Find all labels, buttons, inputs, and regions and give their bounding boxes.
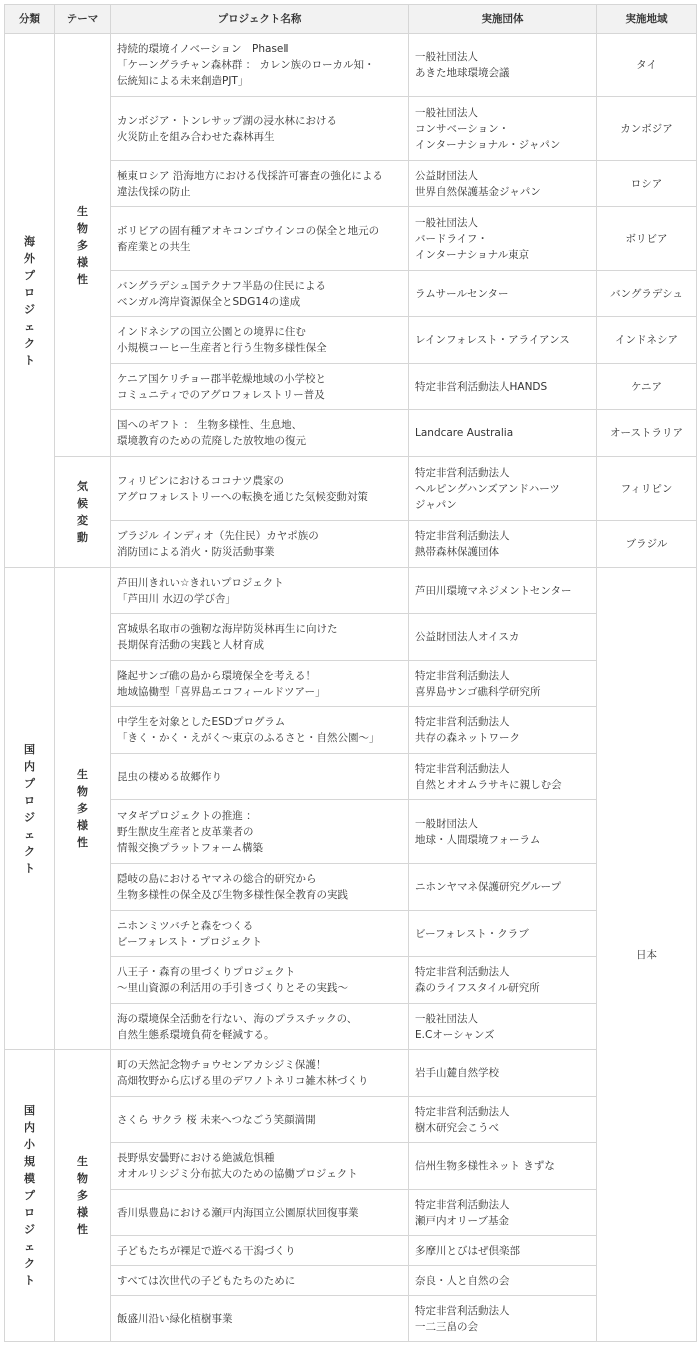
org-name: 信州生物多様性ネット きずな — [409, 1143, 597, 1190]
org-name: 特定非営利活動法人 樹木研究会こうべ — [409, 1097, 597, 1143]
region: ボリビア — [597, 207, 697, 271]
region: フィリピン — [597, 457, 697, 521]
table-row — [5, 457, 697, 521]
project-name: 中学生を対象としたESDプログラム 「きく・かく・えがく～東京のふるさと・自然公園～」 — [111, 707, 409, 754]
project-name: 昆虫の棲める故郷作り — [111, 754, 409, 800]
project-name: マタギプロジェクトの推進 ： 野生獣皮生産者と皮革業者の 情報交換プラットフォーム構築 — [111, 800, 409, 864]
org-name: 多摩川とびはぜ倶楽部 — [409, 1236, 597, 1266]
project-table — [4, 4, 697, 1342]
org-name: 公益財団法人 世界自然保護基金ジャパン — [409, 161, 597, 207]
project-name: インドネシアの国立公園との境界に住む 小規模コーヒー生産者と行う生物多様性保全 — [111, 317, 409, 364]
org-name: 岩手山麓自然学校 — [409, 1050, 597, 1097]
region: ロシア — [597, 161, 697, 207]
region: オーストラリア — [597, 410, 697, 457]
project-name: ブラジル インディオ（先住民）カヤポ族の 消防団による消火・防災活動事業 — [111, 521, 409, 568]
region: バングラデシュ — [597, 271, 697, 317]
project-name: 香川県豊島における瀬戸内海国立公園原状回復事業 — [111, 1190, 409, 1236]
table-row — [5, 34, 697, 97]
org-name: ラムサールセンター — [409, 271, 597, 317]
project-name: ニホンミツバチと森をつくる ビーフォレスト・プロジェクト — [111, 911, 409, 957]
header-org: 実施団体 — [409, 5, 597, 34]
project-name: 飯盛川沿い緑化植樹事業 — [111, 1296, 409, 1342]
org-name: 特定非営利活動法人 瀬戸内オリーブ基金 — [409, 1190, 597, 1236]
org-name: 特定非営利活動法人 森のライフスタイル研究所 — [409, 957, 597, 1004]
org-name: 特定非営利活動法人 ヘルピングハンズアンドハーツ ジャパン — [409, 457, 597, 521]
region: インドネシア — [597, 317, 697, 364]
category-domestic: 国内プロジェクト — [5, 568, 55, 1050]
theme-biodiversity: 生物多様性 — [55, 34, 111, 457]
project-name: 隠岐の島におけるヤマネの総合的研究から 生物多様性の保全及び生物多様性保全教育の実践 — [111, 864, 409, 911]
org-name: Landcare Australia — [409, 410, 597, 457]
project-name: 隆起サンゴ礁の島から環境保全を考える！ 地域協働型「喜界島エコフィールドツアー」 — [111, 661, 409, 707]
org-name: 特定非営利活動法人 熱帯森林保護団体 — [409, 521, 597, 568]
project-name: 宮城県名取市の強靭な海岸防災林再生に向けた 長期保育活動の実践と人材育成 — [111, 614, 409, 661]
org-name: 一般社団法人 あきた地球環境会議 — [409, 34, 597, 97]
org-name: 一般社団法人 コンサベーション・ インターナショナル・ジャパン — [409, 97, 597, 161]
project-name: ケニア国ケリチョー郡半乾燥地域の小学校と コミュニティでのアグロフォレストリー普及 — [111, 364, 409, 410]
project-name: 国へのギフト ： 生物多様性、生息地、 環境教育のための荒廃した放牧地の復元 — [111, 410, 409, 457]
org-name: 一般社団法人 E.Cオーシャンズ — [409, 1004, 597, 1050]
org-name: 特定非営利活動法人 共存の森ネットワーク — [409, 707, 597, 754]
category-domestic-small: 国内小規模プロジェクト — [5, 1050, 55, 1342]
region: カンボジア — [597, 97, 697, 161]
header-theme: テーマ — [55, 5, 111, 34]
project-name: バングラデシュ国テクナフ半島の住民による ベンガル湾岸資源保全とSDG14の達成 — [111, 271, 409, 317]
project-name: 町の天然記念物チョウセンアカシジミ保護！ 高畑牧野から広げる里のデワノトネリコ雑木林づくり — [111, 1050, 409, 1097]
org-name: ニホンヤマネ保護研究グループ — [409, 864, 597, 911]
project-name: 子どもたちが裸足で遊べる干潟づくり — [111, 1236, 409, 1266]
header-region: 実施地域 — [597, 5, 697, 34]
project-name: 八王子・森育の里づくりプロジェクト ～里山資源の利活用の手引きづくりとその実践～ — [111, 957, 409, 1004]
project-name: 芦田川きれい☆きれいプロジェクト 「芦田川 水辺の学び舎」 — [111, 568, 409, 614]
category-overseas: 海外プロジェクト — [5, 34, 55, 568]
region-japan: 日本 — [597, 568, 697, 1342]
region: ケニア — [597, 364, 697, 410]
project-name: 長野県安曇野における絶滅危惧種 オオルリシジミ分布拡大のための協働プロジェクト — [111, 1143, 409, 1190]
org-name: 特定非営利活動法人 自然とオオムラサキに親しむ会 — [409, 754, 597, 800]
org-name: ビーフォレスト・クラブ — [409, 911, 597, 957]
region: タイ — [597, 34, 697, 97]
table-row — [5, 568, 697, 614]
project-name: カンボジア・トンレサップ湖の浸水林における 火災防止を組み合わせた森林再生 — [111, 97, 409, 161]
org-name: 特定非営利活動法人 喜界島サンゴ礁科学研究所 — [409, 661, 597, 707]
org-name: 特定非営利活動法人HANDS — [409, 364, 597, 410]
org-name: 奈良・人と自然の会 — [409, 1266, 597, 1296]
org-name: 特定非営利活動法人 一二三畠の会 — [409, 1296, 597, 1342]
header-category: 分類 — [5, 5, 55, 34]
theme-biodiversity: 生物多様性 — [55, 1050, 111, 1342]
project-name: ボリビアの固有種アオキコンゴウインコの保全と地元の 畜産業との共生 — [111, 207, 409, 271]
project-name: 海の環境保全活動を行ない、海のプラスチックの、 自然生態系環境負荷を軽減する。 — [111, 1004, 409, 1050]
project-name: フィリピンにおけるココナツ農家の アグロフォレストリーへの転換を通じた気候変動対策 — [111, 457, 409, 521]
org-name: 芦田川環境マネジメントセンター — [409, 568, 597, 614]
project-name: 持続的環境イノベーション PhaseⅡ 「ケーングラチャン森林群 ： カレン族のローカル知・ 伝統知による未来創造PJT」 — [111, 34, 409, 97]
theme-biodiversity: 生物多様性 — [55, 568, 111, 1050]
header-project: プロジェクト名称 — [111, 5, 409, 34]
org-name: 一般財団法人 地球・人間環境フォーラム — [409, 800, 597, 864]
table-row — [5, 1050, 697, 1097]
org-name: レインフォレスト・アライアンス — [409, 317, 597, 364]
org-name: 一般社団法人 バードライフ・ インターナショナル東京 — [409, 207, 597, 271]
theme-climate: 気候変動 — [55, 457, 111, 568]
project-name: さくら サクラ 桜 未来へつなごう笑顔満開 — [111, 1097, 409, 1143]
org-name: 公益財団法人オイスカ — [409, 614, 597, 661]
region: ブラジル — [597, 521, 697, 568]
project-name: すべては次世代の子どもたちのために — [111, 1266, 409, 1296]
header-row — [5, 5, 697, 34]
project-name: 極東ロシア 沿海地方における伐採許可審査の強化による 違法伐採の防止 — [111, 161, 409, 207]
